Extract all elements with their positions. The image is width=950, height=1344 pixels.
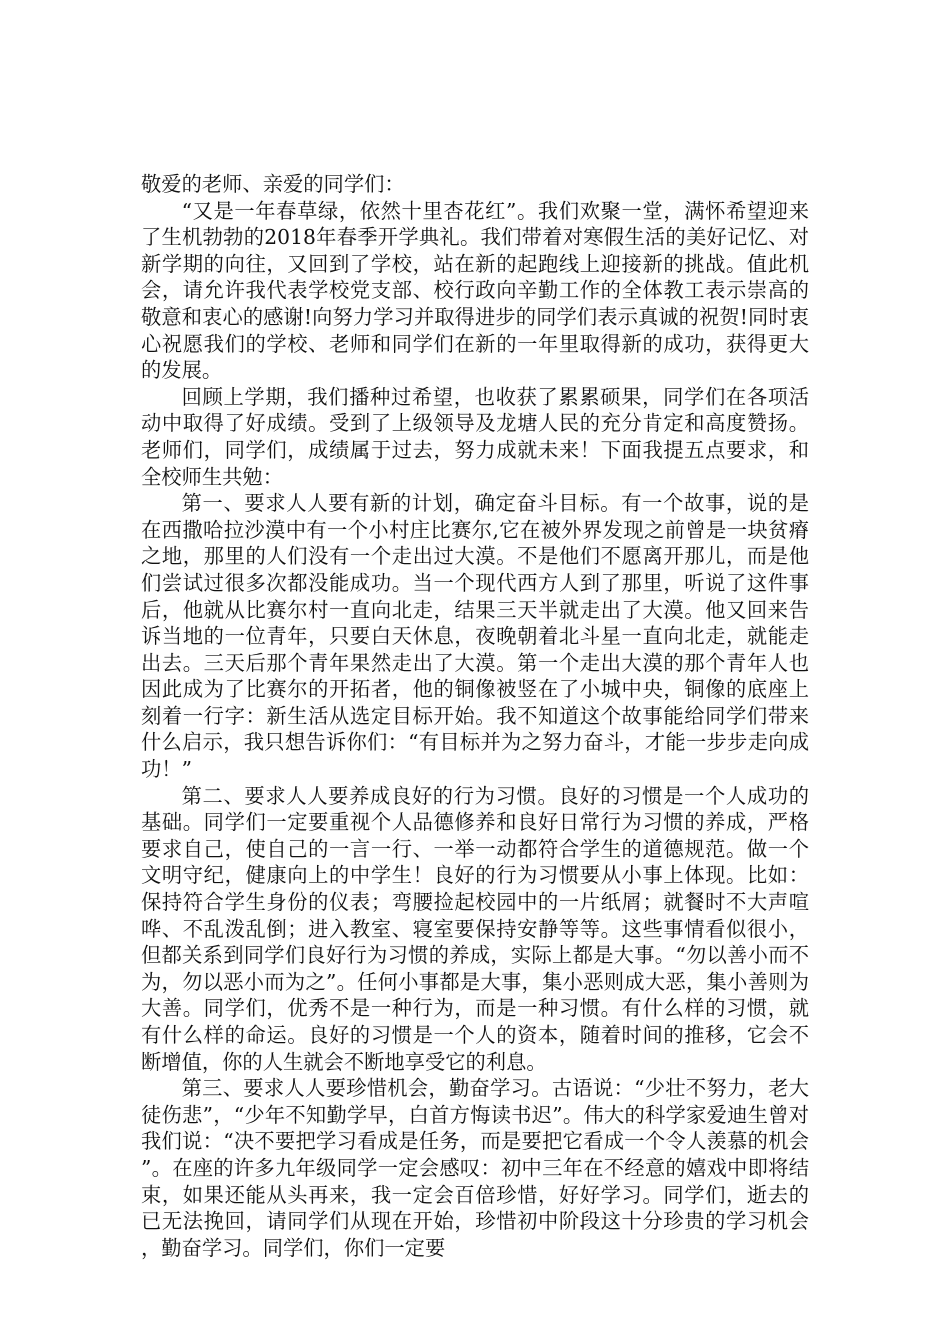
paragraph-opening: “又是一年春草绿，依然十里杏花红”。我们欢聚一堂，满怀希望迎来了生机勃勃的2018年春季开学典礼。我们带着对寒假生活的美好记忆、对新学期的向往，又回到了学校，站在新的起跑线上迎接新的挑战。值此机会，请允许我代表学校党支部、校行政向辛勤工作的全体教工表示崇高的敬意和衷心的感谢!向努力学习并取得进步的同学们表示真诚的祝贺!同时衷心祝愿我们的学校、老师和同学们在新的一年里取得新的成功，获得更大的发展。 [141, 198, 809, 383]
document-page [141, 171, 809, 1261]
salutation: 敬爱的老师、亲爱的同学们： [141, 172, 405, 196]
paragraph-requirement-3: 第三、要求人人要珍惜机会，勤奋学习。古语说：“少壮不努力，老大徒伤悲”，“少年不知勤学早，白首方悔读书迟”。伟大的科学家爱迪生曾对我们说：“决不要把学习看成是任务，而是要把它看成一个令人羡慕的机会”。在座的许多九年级同学一定会感叹：初中三年在不经意的嬉戏中即将结束，如果还能从头再来，我一定会百倍珍惜，好好学习。同学们，逝去的已无法挽回，请同学们从现在开始，珍惜初中阶段这十分珍贵的学习机会，勤奋学习。同学们，你们一定要 [141, 1076, 809, 1260]
paragraph-requirement-1: 第一、要求人人要有新的计划，确定奋斗目标。有一个故事，说的是在西撒哈拉沙漠中有一个小村庄比赛尔,它在被外界发现之前曾是一块贫瘠之地，那里的人们没有一个走出过大漠。不是他们不愿离开那儿，而是他们尝试过很多次都没能成功。当一个现代西方人到了那里，听说了这件事后，他就从比赛尔村一直向北走，结果三天半就走出了大漠。他又回来告诉当地的一位青年，只要白天休息，夜晚朝着北斗星一直向北走，就能走出去。三天后那个青年果然走出了大漠。第一个走出大漠的那个青年人也因此成为了比赛尔的开拓者，他的铜像被竖在了小城中央，铜像的底座上刻着一行字：新生活从选定目标开始。我不知道这个故事能给同学们带来什么启示，我只想告诉你们：“有目标并为之努力奋斗，才能一步步走向成功！” [141, 491, 809, 782]
paragraph-requirement-2: 第二、要求人人要养成良好的行为习惯。良好的习惯是一个人成功的基础。同学们一定要重视个人品德修养和良好日常行为习惯的养成，严格要求自己，使自己的一言一行、一举一动都符合学生的道德规范。做一个文明守纪，健康向上的中学生！良好的行为习惯要从小事上体现。比如：保持符合学生身份的仪表；弯腰捡起校园中的一片纸屑；就餐时不大声喧哗、不乱泼乱倒；进入教室、寝室要保持安静等等。这些事情看似很小，但都关系到同学们良好行为习惯的养成，实际上都是大事。“勿以善小而不为，勿以恶小而为之”。任何小事都是大事，集小恶则成大恶，集小善则为大善。同学们，优秀不是一种行为，而是一种习惯。有什么样的习惯，就有什么样的命运。良好的习惯是一个人的资本，随着时间的推移，它会不断增值，你的人生就会不断地享受它的利息。 [141, 783, 809, 1074]
paragraph-review: 回顾上学期，我们播种过希望，也收获了累累硕果，同学们在各项活动中取得了好成绩。受到了上级领导及龙塘人民的充分肯定和高度赞扬。老师们，同学们，成绩属于过去，努力成就未来！下面我提五点要求，和全校师生共勉： [141, 384, 809, 489]
